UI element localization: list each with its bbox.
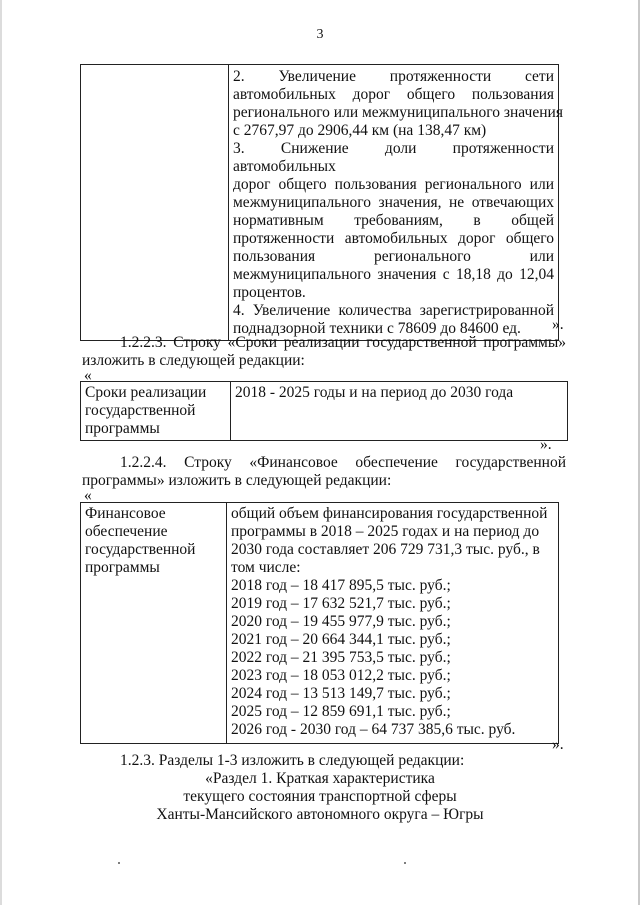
indicators-value-cell (229, 65, 563, 341)
section-heading (40, 770, 600, 824)
paragraph-123: 1.2.3. Разделы 1-3 изложить в следующей редакции: (120, 752, 465, 769)
financing-year-line: 2022 год – 21 395 753,5 тыс. руб.; (231, 649, 451, 666)
financing-label-cell (81, 503, 227, 744)
page-number: 3 (316, 27, 324, 42)
terms-label-cell (81, 382, 231, 441)
financing-intro-line: программы в 2018 – 2025 годах и на период до (231, 523, 540, 540)
indicator-line: регионального или межмуниципального значения (233, 104, 563, 121)
financing-year-line: 2024 год – 13 513 149,7 тыс. руб.; (231, 685, 451, 702)
closing-quote: ». (552, 316, 564, 333)
indicator-line: нормативным требованиям, в общей (233, 212, 554, 229)
financing-label-line: программы (85, 559, 160, 576)
financing-year-line: 2021 год – 20 664 344,1 тыс. руб.; (231, 631, 451, 648)
financing-intro-line: 2030 года составляет 206 729 731,3 тыс. руб., в (231, 541, 540, 558)
financing-year-line: 2026 год - 2030 год – 64 737 385,6 тыс. руб. (231, 721, 516, 738)
financing-year-line: 2025 год – 12 859 691,1 тыс. руб.; (231, 703, 451, 720)
closing-quote: ». (552, 736, 564, 753)
indicator-line: автомобильных дорог общего пользования (233, 86, 554, 103)
financing-label-line: обеспечение (85, 523, 168, 540)
financing-year-line: 2018 год – 18 417 895,5 тыс. руб.; (231, 577, 451, 594)
financing-table (80, 502, 559, 744)
paragraph-1224 (82, 454, 566, 490)
indicator-line: поднадзорной техники с 78609 до 84600 ед. (233, 320, 521, 337)
closing-quote: ». (540, 436, 552, 453)
indicators-label-cell (81, 65, 229, 341)
financing-label-line: государственной (85, 541, 196, 558)
indicator-line: с 2767,97 до 2906,44 км (на 138,47 км) (233, 122, 487, 139)
section-heading-line: Ханты-Мансийского автономного округа – Югры (156, 806, 484, 823)
indicator-line: протяженности автомобильных дорог общего (233, 230, 554, 247)
terms-value-cell (231, 382, 568, 441)
opening-quote: « (84, 487, 92, 504)
financing-year-line: 2019 год – 17 632 521,7 тыс. руб.; (231, 595, 451, 612)
indicator-line: межмуниципального значения с 18,18 до 12,04 (233, 266, 554, 283)
financing-label-line: Финансовое (85, 505, 166, 522)
indicators-table (80, 64, 563, 341)
financing-year-line: 2023 год – 18 053 012,2 тыс. руб.; (231, 667, 451, 684)
indicator-line: 2. Увеличение протяженности сети (233, 68, 554, 85)
indicator-line: 3. Снижение доли протяженности автомобильных (233, 140, 554, 175)
terms-table (80, 381, 568, 441)
paragraph-line: изложить в следующей редакции: (82, 352, 305, 369)
financing-value-cell (227, 503, 559, 744)
paragraph-line: 1.2.2.4. Строку «Финансовое обеспечение государственной (120, 454, 566, 471)
terms-value: 2018 - 2025 годы и на период до 2030 года (235, 384, 514, 401)
financing-intro-line: том числе: (231, 559, 301, 576)
financing-year-line: 2020 год – 19 455 977,9 тыс. руб.; (231, 613, 451, 630)
scan-speck (404, 862, 406, 864)
scan-speck (118, 862, 120, 864)
paragraph-1223 (82, 334, 566, 370)
terms-label-line: Сроки реализации (85, 384, 207, 401)
terms-label-line: программы (85, 420, 160, 437)
terms-label-line: государственной (85, 402, 196, 419)
financing-intro-line: общий объем финансирования государственной (231, 505, 548, 522)
indicator-line: пользования регионального или (233, 248, 554, 265)
section-heading-line: «Раздел 1. Краткая характеристика (205, 770, 435, 787)
indicator-line: процентов. (233, 284, 306, 301)
paragraph-line: программы» изложить в следующей редакции: (82, 472, 392, 489)
scan-left-edge (0, 0, 2, 905)
indicator-line: межмуниципального значения, не отвечающих (233, 194, 554, 211)
section-heading-line: текущего состояния транспортной сферы (183, 788, 457, 805)
indicator-line: дорог общего пользования регионального или (233, 176, 554, 193)
opening-quote: « (84, 367, 92, 384)
paragraph-line: 1.2.2.3. Строку «Сроки реализации государственной программы» (120, 334, 566, 351)
indicator-line: 4. Увеличение количества зарегистрированной (233, 302, 554, 319)
